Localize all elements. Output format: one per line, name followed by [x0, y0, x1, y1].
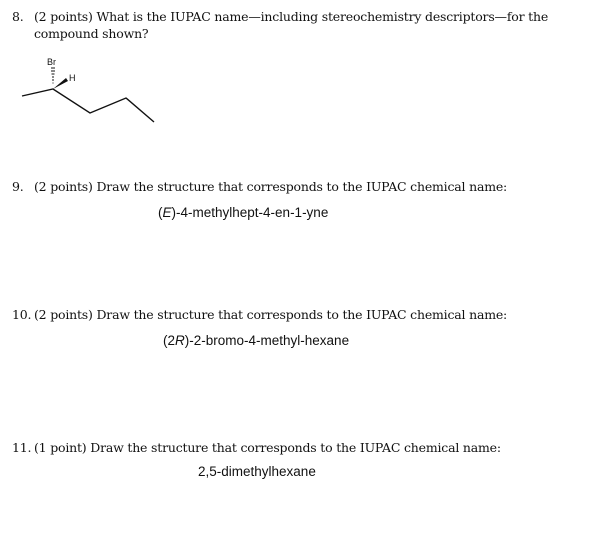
question-9-number: 9. [12, 179, 24, 194]
question-10-number: 10. [12, 307, 32, 322]
question-9-answer-suffix: )-4-methylhept-4-en-1-yne [171, 205, 329, 220]
question-9-answer-prefix: ( [158, 205, 163, 220]
molecule-structure [18, 50, 168, 135]
question-9-points: (2 points) [34, 179, 93, 194]
question-11-text: Draw the structure that corresponds to the IUPAC chemical name: [90, 440, 501, 455]
question-11-line [12, 440, 501, 455]
question-9-line [12, 179, 507, 194]
question-8-number: 8. [12, 9, 24, 24]
question-10-answer-prefix: (2 [163, 333, 176, 348]
solid-wedge-bond [53, 78, 68, 89]
question-10-answer [163, 333, 349, 348]
question-8-points: (2 points) [34, 9, 93, 24]
question-10-text: Draw the structure that corresponds to the IUPAC chemical name: [96, 307, 508, 322]
hashed-wedge-bond [51, 68, 55, 83]
question-8-line2 [34, 26, 148, 41]
question-11-points: (1 point) [34, 440, 87, 455]
question-8-line1 [12, 9, 548, 24]
question-10-answer-suffix: )-2-bromo-4-methyl-hexane [184, 333, 350, 348]
question-8-text: What is the IUPAC name—including stereochemistry descriptors—for the [96, 9, 549, 24]
atom-h-label: H [69, 73, 76, 83]
question-10-line [12, 307, 507, 322]
question-8-text-cont: compound shown? [34, 26, 149, 41]
question-11-answer: 2,5-dimethylhexane [198, 464, 316, 479]
question-11-number: 11. [12, 440, 32, 455]
question-9-answer-descriptor: E [162, 205, 172, 220]
atom-br-label: Br [47, 57, 56, 67]
carbon-chain [22, 89, 154, 122]
question-10-answer-descriptor: R [175, 333, 185, 348]
question-10-points: (2 points) [34, 307, 93, 322]
question-9-answer [158, 205, 328, 220]
question-9-text: Draw the structure that corresponds to the IUPAC chemical name: [96, 179, 508, 194]
